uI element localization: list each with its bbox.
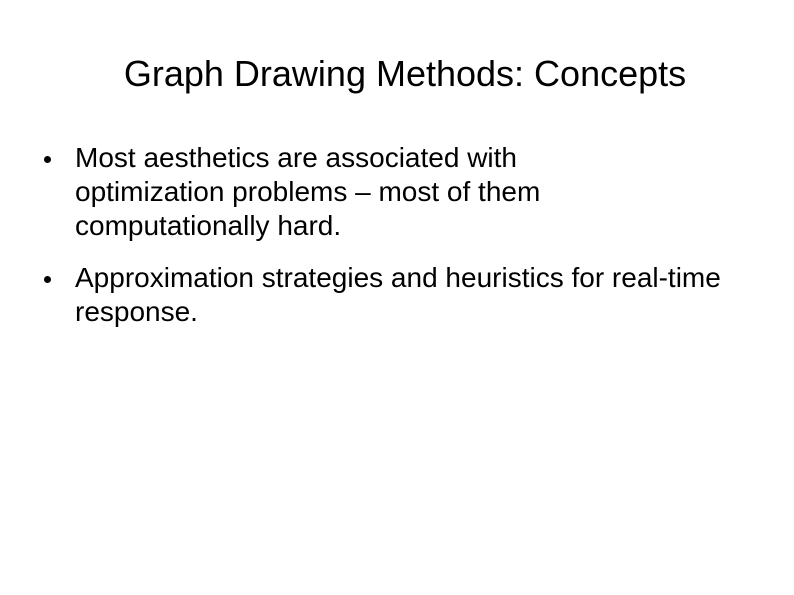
slide-title: Graph Drawing Methods: Concepts xyxy=(123,53,687,94)
bullet-text: Approximation strategies and heuristics for real-time response. xyxy=(75,262,721,327)
bullet-dot-icon xyxy=(44,156,51,163)
bullet-text: Most aesthetics are associated with optimization problems – most of them computationally hard. xyxy=(75,142,541,241)
bullet-dot-icon xyxy=(44,276,51,283)
